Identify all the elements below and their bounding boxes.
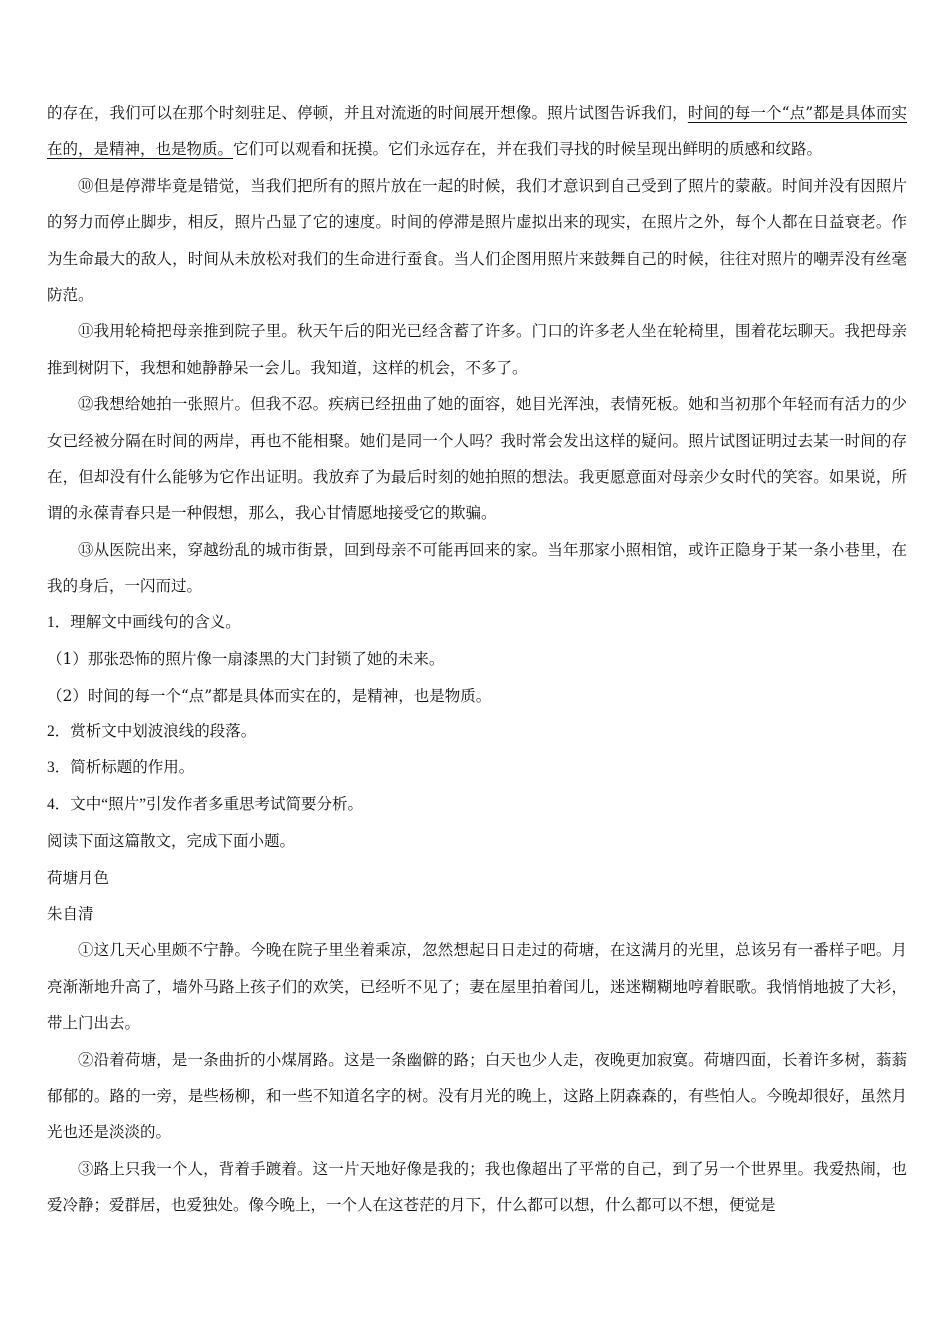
paragraph-12: ⑫我想给她拍一张照片。但我不忍。疾病已经扭曲了她的面容，她目光浑浊，表情死板。她和当初那个年轻而有活力的少女已经被分隔在时间的两岸，再也不能相聚。她们是同一个人吗？我时常会发出这样的疑问。照片试图证明过去某一时间的存在，但却没有什么能够为它作出证明。我放弃了为最后时刻的她拍照的想法。我更愿意面对母亲少女时代的笑容。如果说，所谓的永葆青春只是一种假想，那么，我心甘情愿地接受它的欺骗。 xyxy=(47,395,907,523)
essay-author: 朱自清 xyxy=(47,904,94,923)
paragraph-13: ⑬从医院出来，穿越纷乱的城市街景，回到母亲不可能再回来的家。当年那家小照相馆，或许正隐身于某一条小巷里，在我的身后，一闪而过。 xyxy=(47,540,907,596)
underlined-sentence: 时间的每一个“点”都是具体而实在的，是精神，也是物质。 xyxy=(47,104,907,159)
paragraph-text: 的存在，我们可以在那个时刻驻足、停顿，并且对流逝的时间展开想像。照片试图告诉我们， xyxy=(47,104,688,122)
essay-paragraph-3: ③路上只我一个人，背着手踱着。这一片天地好像是我的；我也像超出了平常的自己，到了另一个世界里。我爱热闹，也爱冷静；爱群居，也爱独处。像今晚上，一个人在这苍茫的月下，什么都可以想，什么都可以不想，便觉是 xyxy=(47,1159,907,1215)
paragraph-11: ⑪我用轮椅把母亲推到院子里。秋天午后的阳光已经含蓄了许多。门口的许多老人坐在轮椅里，围着花坛聊天。我把母亲推到树阴下，我想和她静静呆一会儿。我知道，这样的机会，不多了。 xyxy=(47,322,907,377)
essay-paragraph-2: ②沿着荷塘，是一条曲折的小煤屑路。这是一条幽僻的路；白天也少人走，夜晚更加寂寞。荷塘四面，长着许多树，蓊蓊郁郁的。路的一旁，是些杨柳，和一些不知道名字的树。没有月光的晚上，这路上阴森森的，有些怕人。今晚却很好，虽然月光也还是淡淡的。 xyxy=(47,1050,907,1142)
document-page xyxy=(47,95,907,1224)
question-4: 4．文中“照片”引发作者多重思考试简要分析。 xyxy=(47,795,364,813)
essay-paragraph-1: ①这几天心里颇不宁静。今晚在院子里坐着乘凉，忽然想起日日走过的荷塘，在这满月的光里，总该另有一番样子吧。月亮渐渐地升高了，墙外马路上孩子们的欢笑，已经听不见了；妻在屋里拍着闰儿，迷迷糊糊地哼着眠歌。我悄悄地披了大衫，带上门出去。 xyxy=(47,941,907,1033)
question-1-sub-2: （2）时间的每一个“点”都是具体而实在的，是精神，也是物质。 xyxy=(47,686,492,705)
question-2: 2．赏析文中划波浪线的段落。 xyxy=(47,722,257,740)
question-1-sub-1: （1）那张恐怖的照片像一扇漆黑的大门封锁了她的未来。 xyxy=(47,650,445,669)
paragraph-10: ⑩但是停滞毕竟是错觉，当我们把所有的照片放在一起的时候，我们才意识到自己受到了照片的蒙蔽。时间并没有因照片的努力而停止脚步，相反，照片凸显了它的速度。时间的停滞是照片虚拟出来的现实，在照片之外，每个人都在日益衰老。作为生命最大的敌人，时间从未放松对我们的生命进行蚕食。当人们企图用照片来鼓舞自己的时候，往往对照片的嘲弄没有丝毫防范。 xyxy=(47,176,907,305)
essay-title: 荷塘月色 xyxy=(47,868,110,887)
question-3: 3．简析标题的作用。 xyxy=(47,759,195,777)
question-1: 1．理解文中画线句的含义。 xyxy=(47,613,241,631)
paragraph-continued xyxy=(47,95,907,168)
reading-instruction: 阅读下面这篇散文，完成下面小题。 xyxy=(47,832,296,851)
paragraph-text: 它们可以观看和抚摸。它们永远存在，并在我们寻找的时候呈现出鲜明的质感和纹路。 xyxy=(233,140,823,159)
